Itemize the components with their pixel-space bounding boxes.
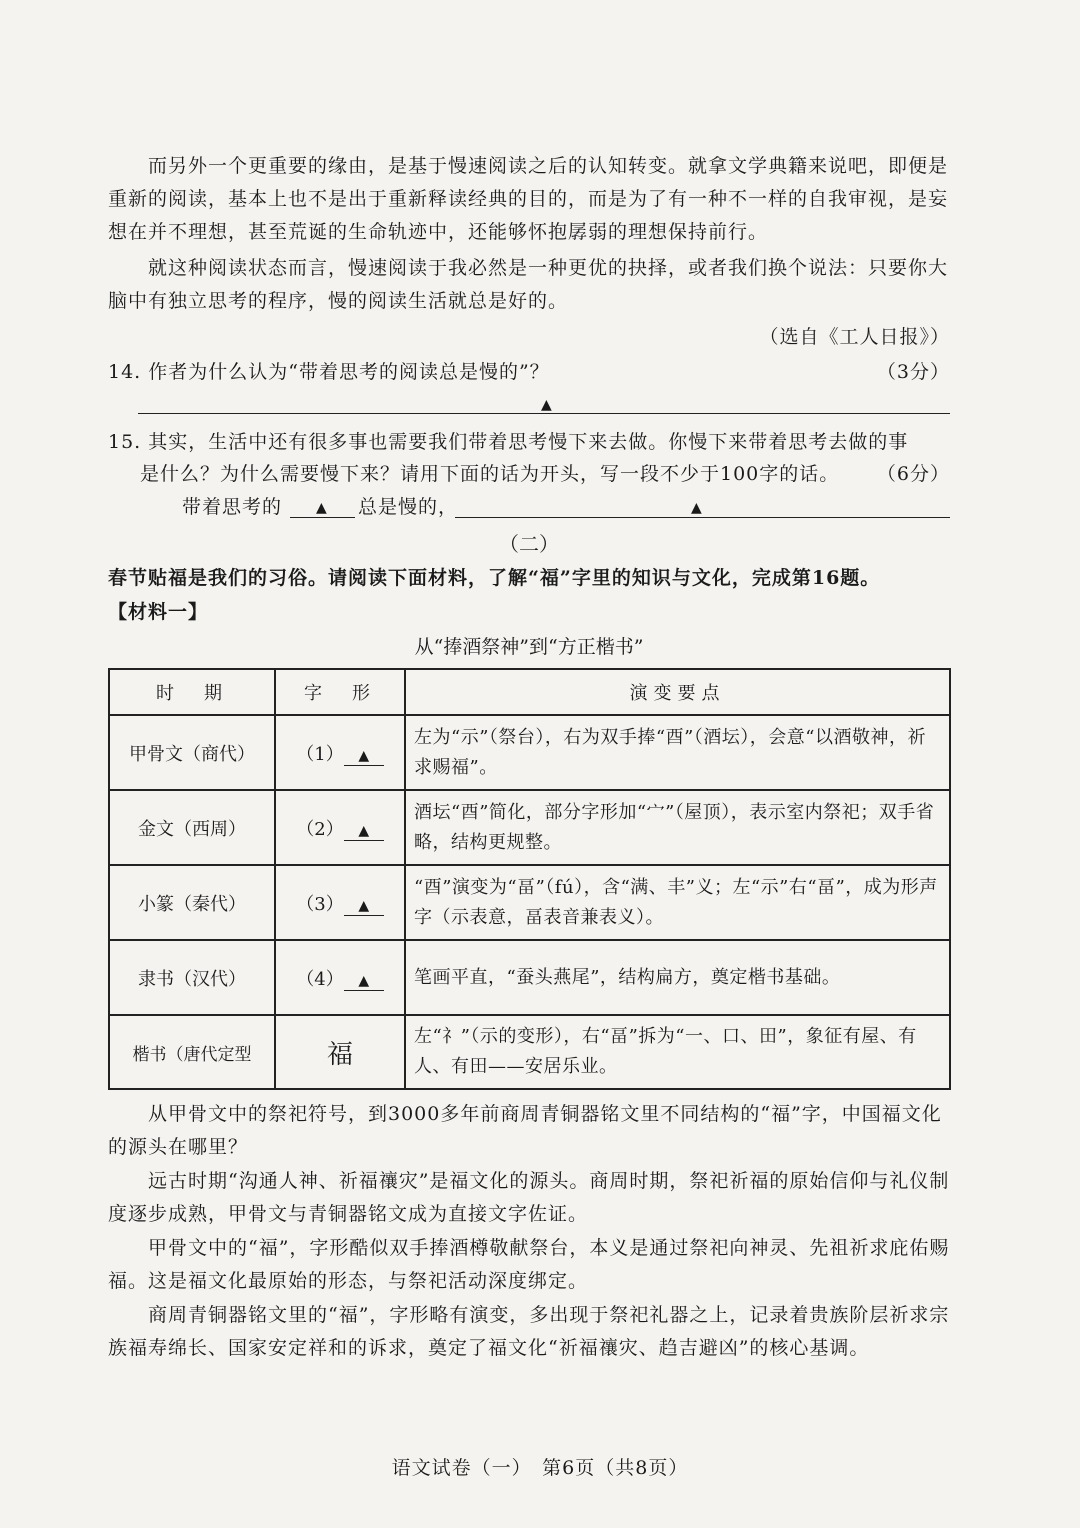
- form-number: （3）: [296, 893, 344, 915]
- prompt-prefix: 带着思考的: [182, 496, 283, 518]
- table-row: [109, 940, 950, 1015]
- form-cell[interactable]: [275, 715, 405, 790]
- question-15-line1: 15. 其实，生活中还有很多事也需要我们带着思考慢下来去做。你慢下来带着思考去做的事: [108, 431, 909, 453]
- table-row: [109, 715, 950, 790]
- blank-15a-mark: ▲: [316, 500, 327, 516]
- paragraph: 就这种阅读状态而言，慢速阅读于我必然是一种更优的抉择，或者我们换个说法：只要你大脑中有独立思考的程序，慢的阅读生活就总是好的。: [108, 257, 949, 312]
- paragraph: 从甲骨文中的祭祀符号，到3000多年前商周青铜器铭文里不同结构的“福”字，中国福文化的源头在哪里？: [108, 1103, 942, 1158]
- paragraph: 甲骨文中的“福”，字形酷似双手捧酒樽敬献祭台，本义是通过祭祀向神灵、先祖祈求庇佑赐福。这是福文化最原始的形态，与祭祀活动深度绑定。: [108, 1237, 950, 1292]
- question-15: [108, 426, 950, 490]
- source-citation: （选自《工人日报》）: [759, 326, 950, 348]
- table-header-row: [109, 669, 950, 715]
- form-blank[interactable]: ▲: [344, 747, 384, 766]
- table-row: [109, 790, 950, 865]
- blank-15a[interactable]: [290, 517, 355, 518]
- table-title: 从“捧酒祭神”到“方正楷书”: [414, 636, 644, 658]
- page-footer: 语文试卷（一） 第6页（共8页）: [391, 1457, 689, 1479]
- prompt-middle: 总是慢的，: [358, 496, 459, 518]
- section-intro: 春节贴福是我们的习俗。请阅读下面材料，了解“福”字里的知识与文化，完成第16题。: [108, 567, 881, 589]
- form-cell[interactable]: [275, 790, 405, 865]
- form-number: （4）: [296, 968, 344, 990]
- period-cell: 楷书（唐代定型: [109, 1015, 275, 1089]
- question-15-score: （6分）: [876, 463, 950, 485]
- period-cell: 隶书（汉代）: [109, 940, 275, 1015]
- point-cell: 左为“示”（祭台），右为双手捧“酉”（酒坛），会意“以酒敬神，祈求赐福”。: [405, 715, 950, 790]
- form-cell[interactable]: [275, 865, 405, 940]
- period-cell: 甲骨文（商代）: [109, 715, 275, 790]
- form-number: （1）: [296, 743, 344, 765]
- blank-15b-mark: ▲: [691, 500, 702, 516]
- header-points: 演变要点: [405, 669, 950, 715]
- paragraph: 远古时期“沟通人神、祈福禳灾”是福文化的源头。商周时期，祭祀祈福的原始信仰与礼仪制度逐步成熟，甲骨文与青铜器铭文成为直接文字佐证。: [108, 1170, 950, 1225]
- question-14: [108, 356, 950, 388]
- paragraph: 商周青铜器铭文里的“福”，字形略有演变，多出现于祭祀礼器之上，记录着贵族阶层祈求宗族福寿绵长、国家安定祥和的诉求，奠定了福文化“祈福禳灾、趋吉避凶”的核心基调。: [108, 1304, 950, 1359]
- form-blank[interactable]: ▲: [344, 897, 384, 916]
- header-form: 字 形: [275, 669, 405, 715]
- form-blank[interactable]: ▲: [344, 822, 384, 841]
- period-cell: 金文（西周）: [109, 790, 275, 865]
- question-14-score: （3分）: [876, 361, 950, 383]
- form-cell[interactable]: [275, 940, 405, 1015]
- question-15-prompt: [182, 491, 950, 523]
- material-label: 【材料一】: [108, 601, 209, 623]
- answer-line-14[interactable]: [138, 413, 950, 414]
- paragraph: 而另外一个更重要的缘由，是基于慢速阅读之后的认知转变。就拿文学典籍来说吧，即便是重新的阅读，基本上也不是出于重新释读经典的目的，而是为了有一种不一样的自我审视，是妄想在并不理想，甚至荒诞的生命轨迹中，还能够怀抱孱弱的理想保持前行。: [108, 155, 949, 243]
- prompt-middle-wrap: [358, 491, 478, 523]
- question-15-line2-text: 是什么？为什么需要慢下来？请用下面的话为开头，写一段不少于100字的话。: [140, 463, 840, 485]
- point-cell: 酒坛“酉”简化，部分字形加“宀”（屋顶），表示室内祭祀；双手省略，结构更规整。: [405, 790, 950, 865]
- answer-mark-14: ▲: [541, 397, 552, 413]
- point-cell: “酉”演变为“畐”（fú），含“满、丰”义；左“示”右“畐”，成为形声字（示表意，畐表音兼表义）。: [405, 865, 950, 940]
- section-heading: （二）: [499, 532, 559, 556]
- point-cell: 笔画平直，“蚕头燕尾”，结构扁方，奠定楷书基础。: [405, 940, 950, 1015]
- evolution-table: [108, 668, 951, 1090]
- header-period: 时 期: [109, 669, 275, 715]
- period-cell: 小篆（秦代）: [109, 865, 275, 940]
- blank-15b[interactable]: [455, 517, 950, 518]
- form-blank[interactable]: ▲: [344, 972, 384, 991]
- question-15-line2: [108, 458, 950, 490]
- table-row: [109, 865, 950, 940]
- form-number: （2）: [296, 818, 344, 840]
- point-cell: 左“礻”（示的变形），右“畐”拆为“一、口、田”，象征有屋、有人、有田——安居乐业。: [405, 1015, 950, 1089]
- table-row: [109, 1015, 950, 1089]
- question-14-text: 14. 作者为什么认为“带着思考的阅读总是慢的”？: [108, 361, 550, 383]
- form-char-cell: 福: [275, 1015, 405, 1089]
